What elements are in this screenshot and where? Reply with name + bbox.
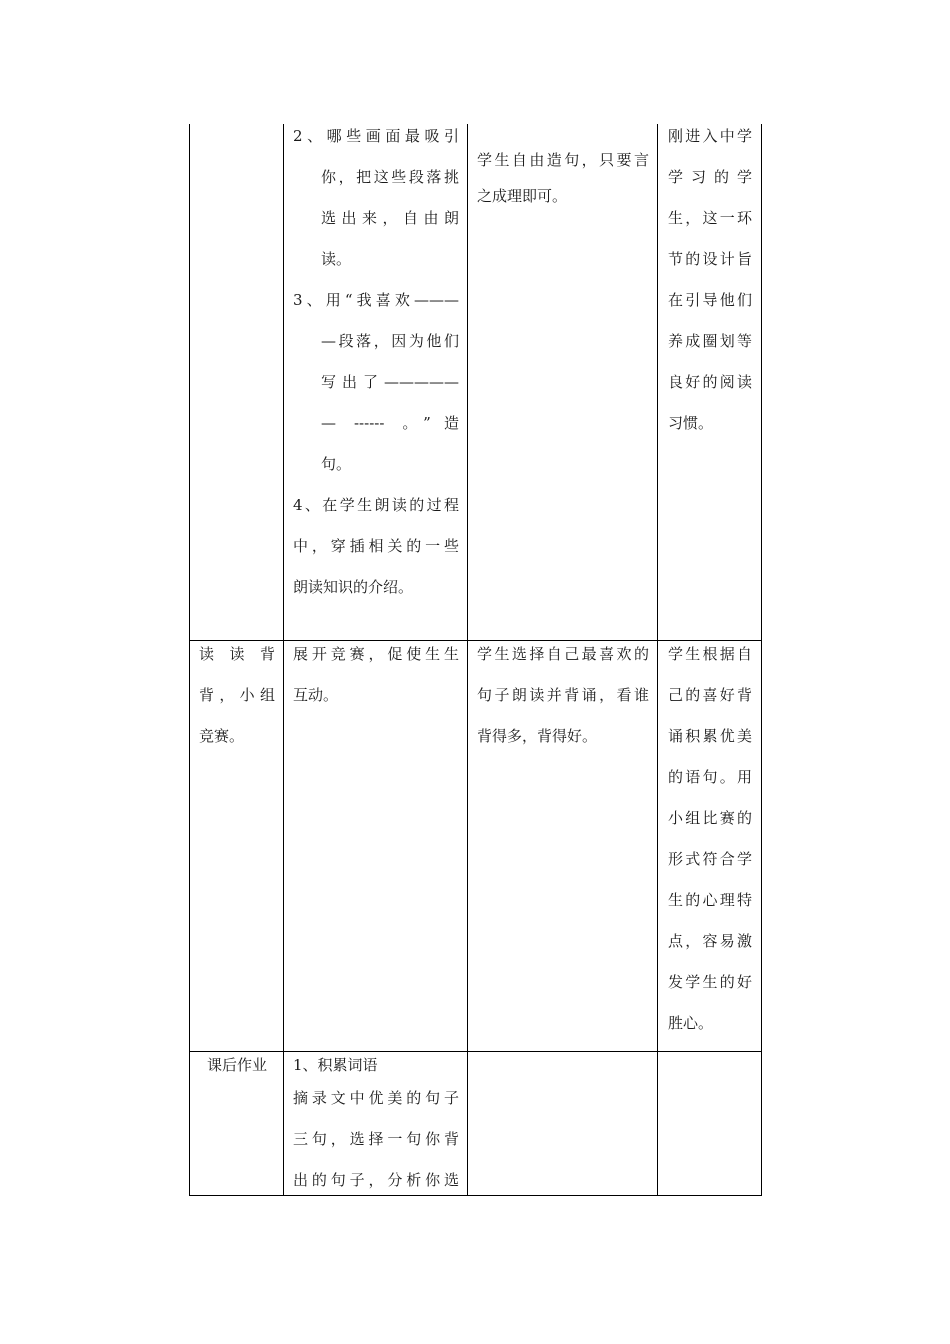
text-line: 背，小组 [199, 686, 275, 704]
text-line: 良好的阅读 [668, 373, 752, 391]
row1-student-cell [477, 142, 649, 214]
text-line: 句子朗读并背诵，看谁 [477, 686, 649, 704]
text-line: 节的设计旨 [668, 250, 752, 268]
text-line: 摘录文中优美的句子 [293, 1089, 459, 1107]
text-line: 读 读 背 [199, 645, 275, 663]
table-border-right [761, 124, 762, 1196]
text-line: 学生自由造句，只要言 [477, 151, 649, 169]
text-line: —段落，因为他们 [321, 332, 459, 350]
row2-intent-cell [668, 634, 752, 1044]
text-line: 习惯。 [668, 414, 714, 432]
row3-stage-cell [199, 1052, 275, 1078]
text-line: 生，这一环 [668, 209, 752, 227]
column-divider-2 [467, 124, 468, 1196]
text-line: — ------ 。”造 [321, 414, 459, 432]
table-border-left [189, 124, 190, 1196]
text-line: 胜心。 [668, 1014, 714, 1032]
text-line: 写出了————— [321, 373, 459, 391]
text-line: 三句，选择一句你背 [293, 1130, 459, 1148]
text-line: 小组比赛的 [668, 809, 752, 827]
column-divider-1 [283, 124, 284, 1196]
text-line: 之成理即可。 [477, 187, 568, 205]
text-line: 1、积累词语 [293, 1056, 378, 1074]
text-line: 读。 [321, 250, 352, 268]
text-line: 点，容易激 [668, 932, 752, 950]
text-line: 学生根据自 [668, 645, 752, 663]
text-line: 诵积累优美 [668, 727, 752, 745]
text-line: 刚进入中学 [668, 127, 752, 145]
text-line: 朗读知识的介绍。 [293, 578, 414, 596]
text-line: 2、哪些画面最吸引 [293, 127, 459, 145]
text-line: 3、用“我喜欢——— [293, 291, 459, 309]
text-line: 互动。 [293, 686, 339, 704]
row3-activity-cell [293, 1052, 459, 1201]
text-line: 竞赛。 [199, 727, 245, 745]
text-line: 课后作业 [206, 1056, 267, 1074]
row1-activity-cell [293, 116, 459, 608]
text-line: 选出来，自由朗 [321, 209, 459, 227]
row2-stage-cell [199, 634, 275, 757]
text-line: 学生选择自己最喜欢的 [477, 645, 649, 663]
text-line: 句。 [321, 455, 352, 473]
text-line: 生的心理特 [668, 891, 752, 909]
text-line: 的语句。用 [668, 768, 752, 786]
text-line: 形式符合学 [668, 850, 752, 868]
text-line: 背得多，背得好。 [477, 727, 598, 745]
row2-student-cell [477, 634, 649, 757]
row2-activity-cell [293, 634, 459, 716]
text-line: 己的喜好背 [668, 686, 752, 704]
text-line: 出的句子，分析你选 [293, 1171, 459, 1189]
text-line: 展开竞赛，促使生生 [293, 645, 459, 663]
text-line: 中，穿插相关的一些 [293, 537, 459, 555]
text-line: 你，把这些段落挑 [321, 168, 459, 186]
column-divider-3 [657, 124, 658, 1196]
text-line: 在引导他们 [668, 291, 752, 309]
text-line: 养成圈划等 [668, 332, 752, 350]
table-border-bottom [189, 1195, 761, 1196]
row1-intent-cell [668, 116, 752, 444]
text-line: 发学生的好 [668, 973, 752, 991]
text-line: 4、在学生朗读的过程 [293, 496, 459, 514]
text-line: 学 习 的 学 [668, 168, 752, 186]
